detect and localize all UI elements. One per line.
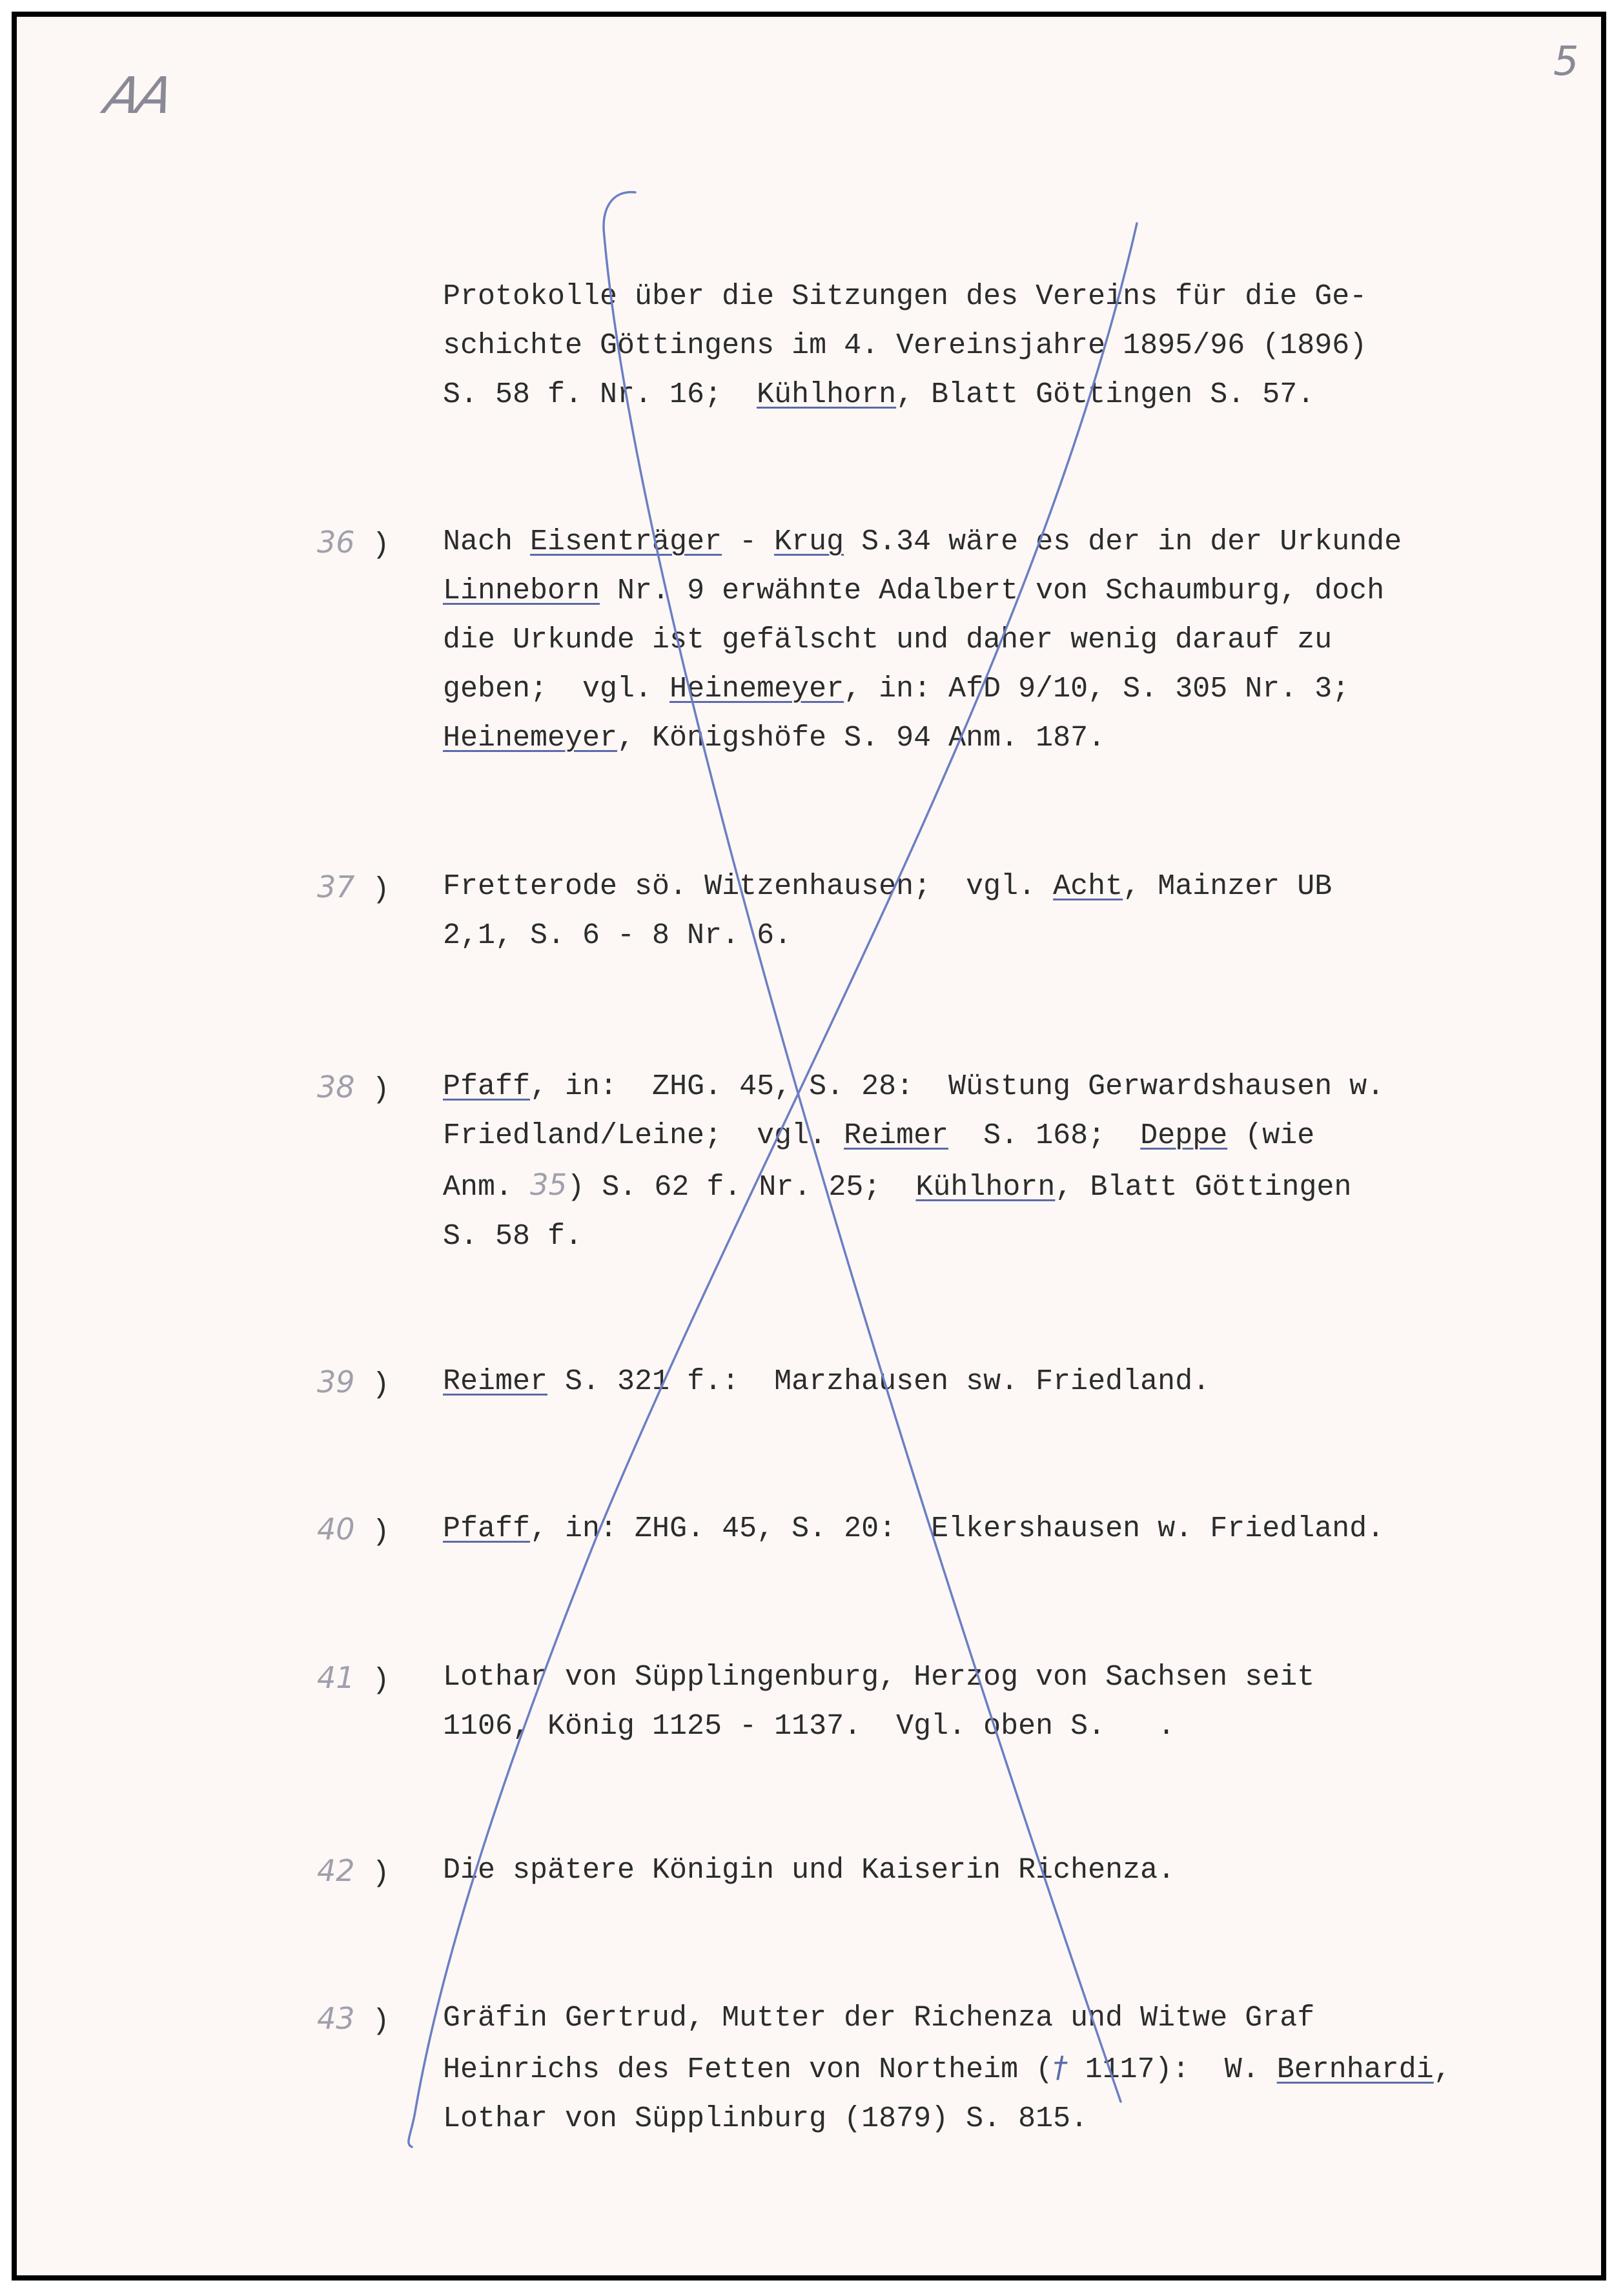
- underlined-reference: Reimer: [443, 1365, 548, 1398]
- underlined-reference: Heinemeyer: [669, 673, 844, 706]
- underlined-reference: Linneborn: [443, 574, 600, 607]
- note-line: Die spätere Königin und Kaiserin Richenza.: [443, 1854, 1176, 1887]
- underlined-reference: Deppe: [1140, 1119, 1228, 1152]
- underlined-reference: Kühlhorn: [757, 378, 897, 411]
- underlined-reference: Krug: [774, 525, 844, 558]
- note-line: Lothar von Süpplingenburg, Herzog von Sachsen seit: [443, 1661, 1315, 1694]
- note-line: Heinrichs des Fetten von Northeim († 1117): W. Bernhardi,: [443, 2050, 1451, 2086]
- footnote-number: 36 ): [317, 525, 390, 562]
- note-line: 1106, König 1125 - 1137. Vgl. oben S. .: [443, 1710, 1176, 1743]
- note-line: Pfaff, in: ZHG. 45, S. 20: Elkershausen w. Friedland.: [443, 1512, 1385, 1545]
- footnote-number: 39 ): [317, 1365, 390, 1401]
- note-line: die Urkunde ist gefälscht und daher wenig darauf zu: [443, 624, 1332, 656]
- footnote-text: [443, 1994, 1451, 2144]
- note-line: Lothar von Süpplinburg (1879) S. 815.: [443, 2102, 1088, 2135]
- underlined-reference: Acht: [1053, 870, 1123, 903]
- page-number: 5: [1553, 37, 1579, 85]
- intro-line-2: schichte Göttingens im 4. Vereinsjahre 1895/96 (1896): [443, 329, 1367, 362]
- underlined-reference: Pfaff: [443, 1070, 531, 1103]
- underlined-reference: Heinemeyer: [443, 722, 618, 755]
- note-line: Friedland/Leine; vgl. Reimer S. 168; Deppe (wie: [443, 1119, 1315, 1152]
- footnote-number: 40 ): [317, 1512, 390, 1549]
- handwritten-number: 35: [530, 1168, 567, 1202]
- intro-paragraph: [443, 272, 1367, 420]
- footnote-number: 38 ): [317, 1070, 390, 1106]
- footnote-text: [443, 862, 1332, 960]
- footnote-text: [443, 1357, 1210, 1407]
- note-line: Pfaff, in: ZHG. 45, S. 28: Wüstung Gerwardshausen w.: [443, 1070, 1385, 1103]
- footnote-text: [443, 1505, 1384, 1554]
- note-line: Fretterode sö. Witzenhausen; vgl. Acht, Mainzer UB: [443, 870, 1332, 903]
- note-line: Gräfin Gertrud, Mutter der Richenza und Witwe Graf: [443, 2002, 1315, 2035]
- intro-line-1: Protokolle über die Sitzungen des Vereins für die Ge-: [443, 280, 1367, 313]
- footnote-number: 42 ): [317, 1853, 390, 1890]
- note-line: 2,1, S. 6 - 8 Nr. 6.: [443, 919, 792, 952]
- footnote-text: [443, 1846, 1175, 1895]
- note-line: S. 58 f.: [443, 1220, 583, 1253]
- footnote-text: [443, 1062, 1384, 1261]
- note-line: Linneborn Nr. 9 erwähnte Adalbert von Schaumburg, doch: [443, 574, 1385, 607]
- footnote-text: [443, 518, 1402, 763]
- footnote-number: 43 ): [317, 2001, 390, 2038]
- intro-line-3: S. 58 f. Nr. 16; Kühlhorn, Blatt Göttingen S. 57.: [443, 378, 1315, 411]
- corner-annotation: AA: [99, 67, 176, 125]
- underlined-reference: Reimer: [844, 1119, 949, 1152]
- underlined-reference: Pfaff: [443, 1512, 531, 1545]
- footnote-number: 41 ): [317, 1660, 390, 1697]
- note-line: geben; vgl. Heinemeyer, in: AfD 9/10, S. 305 Nr. 3;: [443, 673, 1350, 706]
- underlined-reference: Bernhardi: [1276, 2053, 1434, 2086]
- footnote-number: 37 ): [317, 869, 390, 906]
- underlined-reference: Eisenträger: [530, 525, 722, 558]
- note-line: Reimer S. 321 f.: Marzhausen sw. Friedland.: [443, 1365, 1210, 1398]
- handwritten-dagger: †: [1053, 2050, 1068, 2084]
- document-page: [12, 12, 1606, 2281]
- note-line: Anm. 35) S. 62 f. Nr. 25; Kühlhorn, Blatt Göttingen: [443, 1168, 1352, 1204]
- footnote-text: [443, 1653, 1314, 1751]
- note-line: Heinemeyer, Königshöfe S. 94 Anm. 187.: [443, 722, 1106, 755]
- underlined-reference: Kühlhorn: [915, 1171, 1056, 1204]
- note-line: Nach Eisenträger - Krug S.34 wäre es der in der Urkunde: [443, 525, 1402, 558]
